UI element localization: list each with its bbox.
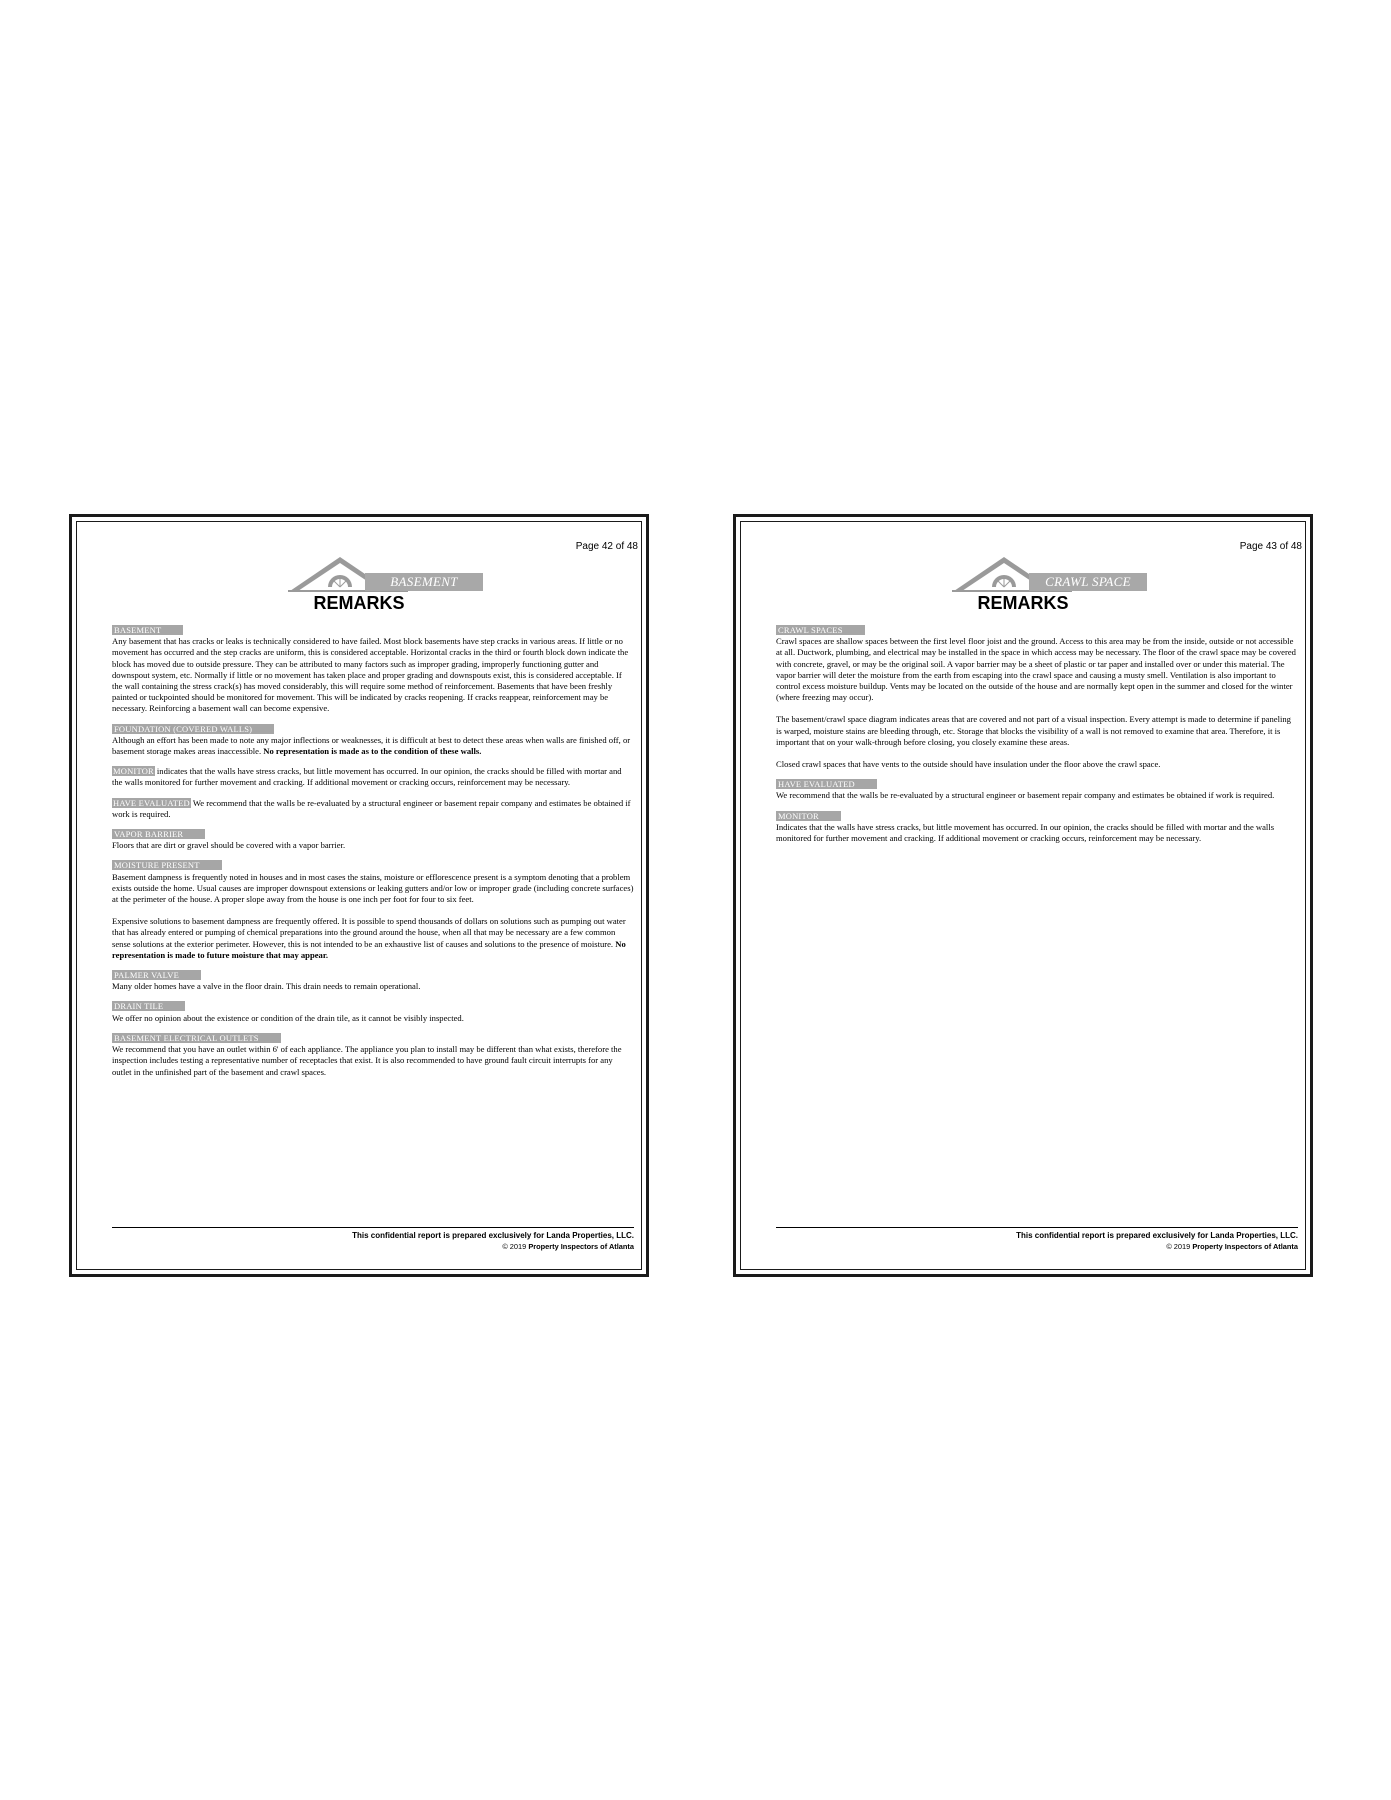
section-text: We offer no opinion about the existence or condition of the drain tile, as it cannot be visibly inspected. [112,1012,464,1023]
copyright-text: © 2019 [502,1242,529,1251]
section-monitor [776,811,1298,845]
section-drain-tile [112,1001,634,1023]
banner-label: BASEMENT [365,573,483,591]
footer-divider [776,1227,1298,1228]
section-header: MOISTURE PRESENT [112,860,222,870]
footer-divider [112,1227,634,1228]
section-text: Floors that are dirt or gravel should be covered with a vapor barrier. [112,840,346,851]
footer-copyright [1166,1242,1298,1251]
banner-label: CRAWL SPACE [1029,573,1147,591]
section-banner [736,553,1310,593]
section-text: Many older homes have a valve in the floor drain. This drain needs to remain operational. [112,981,421,992]
section-text: Indicates that the walls have stress cracks, but little movement has occurred. In our opinion, the cracks should be filled with mortar and the walls monitored for further movement and cracking. If additional movement or cracking occurs, reinforcement may be necessary. [776,821,1275,844]
section-banner [72,553,646,593]
page-title: REMARKS [313,593,405,613]
section-text: Crawl spaces are shallow spaces between the first level floor joist and the ground. Access to this area may be from the inside, outside or not accessible at all. Ductwork, plumbing, and electrical may be installed in the space in which access may be necessary. The floor of the crawl space may be covered with concrete, gravel, or may be the original soil. A vapor barrier may be a sheet of plastic or tar paper and installed over or under this material. The vapor barrier will deter the moisture from the earth from escaping into the crawl space and causing a musty smell. Ventilation is also important to control excess moisture buildup. Vents may be located on the outside of the house and are normally kept open in the summer and closed for the winter (where freezing may occur). [776,636,1296,703]
section-monitor [112,766,634,788]
section-have-evaluated [776,779,1298,801]
section-text [112,735,634,757]
section-moisture-present [112,860,634,961]
section-header: HAVE EVALUATED [113,797,190,808]
section-text-normal: Expensive solutions to basement dampness are frequently offered. It is possible to spend thousands of dollars on solutions such as pumping out water that has already entered or pumping of chemical preparations into the ground around the house, when all that may be necessary are a few common sense solutions at the exterior perimeter. However, this is not intended to be an exhaustive list of causes and solutions to the presence of moisture. [112,916,626,949]
section-text-normal: We recommend that the walls be re-evaluated by a structural engineer or basement repair company and estimates be obtained if work is required. [112,797,631,819]
section-header: CRAWL SPACES [776,625,865,635]
section-header: VAPOR BARRIER [112,829,205,839]
section-text [112,916,634,961]
section-palmer-valve [112,970,634,992]
report-page-42 [69,514,649,1277]
section-header: BASEMENT ELECTRICAL OUTLETS [112,1033,281,1043]
section-have-evaluated [112,798,634,820]
footer-copyright [502,1242,634,1251]
section-text [112,798,634,820]
section-header: BASEMENT [112,625,183,635]
section-text: The basement/crawl space diagram indicates areas that are covered and not part of a visual inspection. Every attempt is made to determine if paneling is warped, moisture stains are bleeding through, etc. Storage that blocks the visibility of a wall is not removed to examine that area. Therefore, it is important that on your walk-through before closing, you closely examine these areas. [776,714,1291,747]
page-number: Page 42 of 48 [575,541,638,552]
page-title: REMARKS [977,593,1069,613]
section-foundation [112,724,634,758]
section-text-bold: No representation is made as to the condition of these walls. [263,746,482,757]
section-header: HAVE EVALUATED [776,779,877,789]
section-header: PALMER VALVE [112,970,201,980]
section-text: Basement dampness is frequently noted in houses and in most cases the stains, moisture or efflorescence present is a symptom denoting that a problem exists outside the home. Usual causes are improper downspout extensions or leaking gutters and/or low or improper grade (including concrete surfaces) at the perimeter of the house. A proper slope away from the house is one inch per foot for four to six feet. [112,871,634,905]
section-header: MONITOR [113,766,154,777]
company-name: Property Inspectors of Atlanta [528,1242,634,1251]
section-text: Closed crawl spaces that have vents to the outside should have insulation under the floor above the crawl space. [776,759,1161,770]
copyright-text: © 2019 [1166,1242,1193,1251]
section-text-normal: indicates that the walls have stress cracks, but little movement has occurred. In our opinion, the cracks should be filled with mortar and the walls monitored for further movement and cracking. If additional movement or cracking occurs, reinforcement may be necessary. [112,766,622,788]
section-text-bold: No representation is made to future moisture that may appear. [112,938,626,960]
footer-confidential: This confidential report is prepared exclusively for Landa Properties, LLC. [1016,1231,1298,1240]
page-number: Page 43 of 48 [1239,541,1302,552]
section-text: We recommend that you have an outlet within 6' of each appliance. The appliance you plan to install may be different than what exists, therefore the inspection includes testing a representative number of receptacles that exist. It is also recommended to have ground fault circuit interrupts for any outlet in the unfinished part of the basement and crawl spaces. [112,1044,622,1077]
company-name: Property Inspectors of Atlanta [1192,1242,1298,1251]
section-header: DRAIN TILE [112,1001,185,1011]
section-text: Any basement that has cracks or leaks is technically considered to have failed. Most block basements have step cracks in various areas. If little or no movement has occurred and the step cracks are uniform, this is considered acceptable. Horizontal cracks in the third or fourth block down indicate the block has moved due to outside pressure. They can be attributed to many factors such as improper grading, improperly functioning gutter and downspout system, etc. Normally if little or no movement has taken place and proper grading and downspouts exist, this is considered acceptable. If the wall containing the stress crack(s) has moved considerably, this will require some method of reinforcement. Basements that have been freshly painted or tuckpointed should be monitored for movement. This will be indicated by cracks reopening. If cracks reappear, reinforcement may be necessary. Reinforcing a basement wall can become expensive. [112,636,629,714]
section-header: MONITOR [776,811,841,821]
report-page-43 [733,514,1313,1277]
section-text-normal: Although an effort has been made to note any major inflections or weaknesses, it is difficult at best to detect these areas when walls are finished off, or basement storage makes areas inaccessible. [112,734,631,757]
section-crawl-spaces [776,625,1298,770]
section-header: FOUNDATION (COVERED WALLS) [112,724,274,734]
section-basement [112,625,634,715]
section-vapor-barrier [112,829,634,851]
remarks-content [776,625,1298,853]
remarks-content [112,625,634,1087]
section-basement-electrical-outlets [112,1033,634,1078]
section-text [112,766,634,788]
section-text: We recommend that the walls be re-evaluated by a structural engineer or basement repair company and estimates be obtained if work is required. [776,790,1275,801]
footer-confidential: This confidential report is prepared exclusively for Landa Properties, LLC. [352,1231,634,1240]
